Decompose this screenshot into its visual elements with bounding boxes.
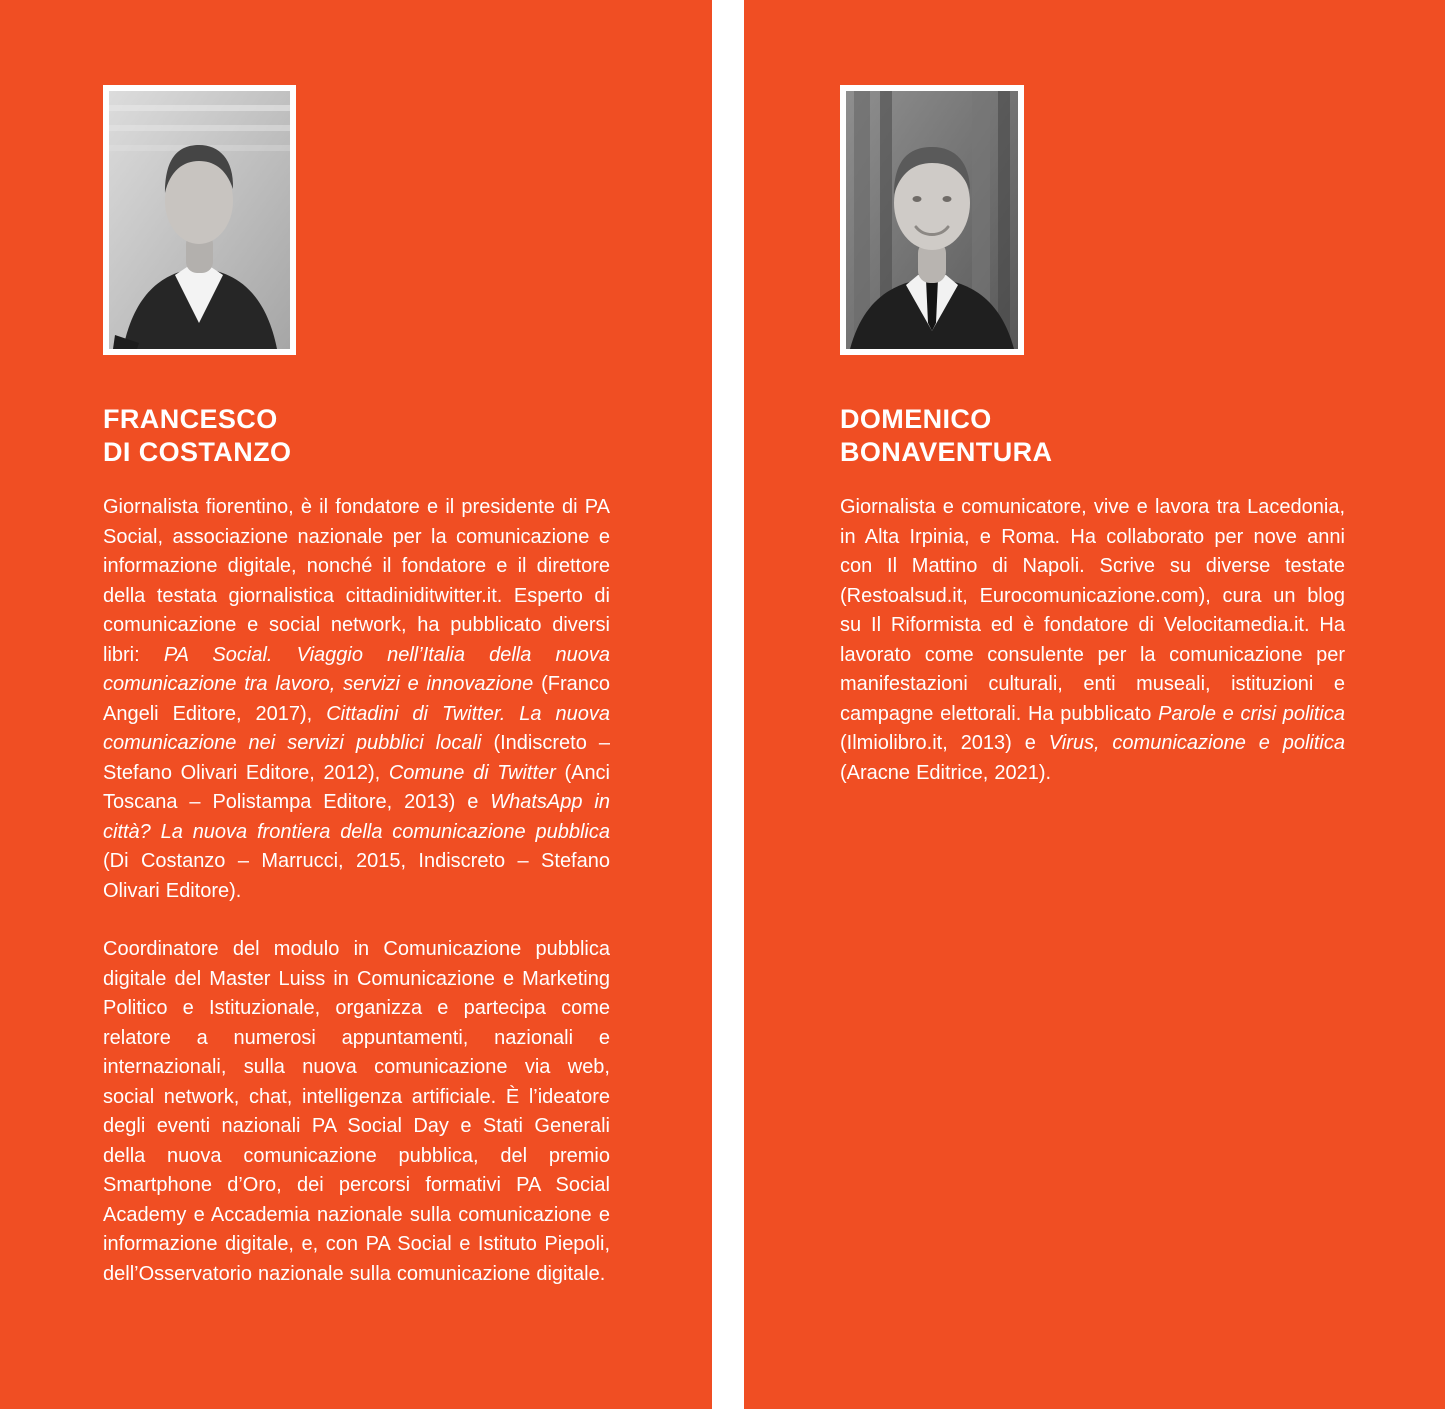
author-name-line: DI COSTANZO: [103, 437, 292, 467]
book-title: Parole e crisi politica: [1158, 702, 1345, 725]
bio-paragraph-domenico-1: [840, 493, 1345, 788]
bio-text: (Indiscreto – Stefano Olivari Editore, 2012),: [103, 732, 610, 784]
right-flap-panel: [744, 0, 1445, 1409]
author-name-domenico-bonaventura: [840, 403, 1345, 469]
book-title: Comune di Twitter: [388, 761, 556, 784]
portrait-illustration-domenico: [846, 91, 1018, 349]
portrait-photo-francesco: [103, 85, 296, 355]
bio-text: (Di Costanzo – Marrucci, 2015, Indiscreto – Stefano Olivari Editore).: [103, 850, 610, 902]
author-name-francesco-di-costanzo: [103, 403, 610, 469]
portrait-illustration-francesco: [109, 91, 290, 349]
bio-text: (Aracne Editrice, 2021).: [840, 761, 1052, 784]
bio-text: (Anci Toscana – Polistampa Editore, 2013) e: [103, 761, 611, 813]
bio-text: Coordinatore del modulo in Comunicazione pubblica digitale del Master Luiss in Comunicazione e Marketing Politico e Istituzionale, organizza e partecipa come relatore a numerosi appuntamenti, nazionali e internazionali, sulla nuova comunicazione via web, social network, chat, intelligenza artificiale. È l’ideatore degli eventi nazionali PA Social Day e Stati Generali della nuova comunicazione pubblica, del premio Smartphone d’Oro, dei percorsi formativi PA Social Academy e Accademia nazionale sulla comunicazione e informazione digitale, e, con PA Social e Istituto Piepoli, dell’Osservatorio nazionale sulla comunicazione digitale.: [103, 938, 610, 1285]
book-title: Virus, comunicazione e politica: [1048, 732, 1346, 754]
bio-paragraph-francesco-2: [103, 935, 610, 1289]
book-title: Cittadini di Twitter. La nuova comunicazione nei servizi pubblici locali: [103, 702, 611, 754]
author-name-line: BONAVENTURA: [840, 437, 1053, 467]
bio-text: (Ilmiolibro.it, 2013) e: [840, 732, 1049, 754]
bio-text: Giornalista fiorentino, è il fondatore e il presidente di PA Social, associazione nazionale per la comunicazione e informazione digitale, nonché il fondatore e il direttore della testata giornalistica cittadiniditwitter.it. Esperto di comunicazione e social network, ha pubblicato diversi libri:: [103, 496, 610, 666]
portrait-photo-domenico: [840, 85, 1024, 355]
bio-paragraph-francesco-1: [103, 493, 610, 906]
book-title: PA Social. Viaggio nell’Italia della nuova comunicazione tra lavoro, servizi e innovazione: [103, 643, 610, 695]
bio-text: (Franco Angeli Editore, 2017),: [103, 673, 610, 725]
bio-text: Giornalista e comunicatore, vive e lavora tra Lacedonia, in Alta Irpinia, e Roma. Ha collaborato per nove anni con Il Mattino di Napoli. Scrive su diverse testate (Restoalsud.it, Eurocomunicazione.com), cura un blog su Il Riformista ed è fondatore di Velocitamedia.it. Ha lavorato come consulente per la comunicazione per manifestazioni culturali, enti museali, istituzioni e campagne elettorali. Ha pubblicato: [840, 496, 1345, 725]
author-name-line: DOMENICO: [840, 404, 992, 434]
book-title: WhatsApp in città? La nuova frontiera della comunicazione pubblica: [103, 791, 610, 843]
left-flap-panel: [0, 0, 712, 1409]
author-name-line: FRANCESCO: [103, 404, 278, 434]
